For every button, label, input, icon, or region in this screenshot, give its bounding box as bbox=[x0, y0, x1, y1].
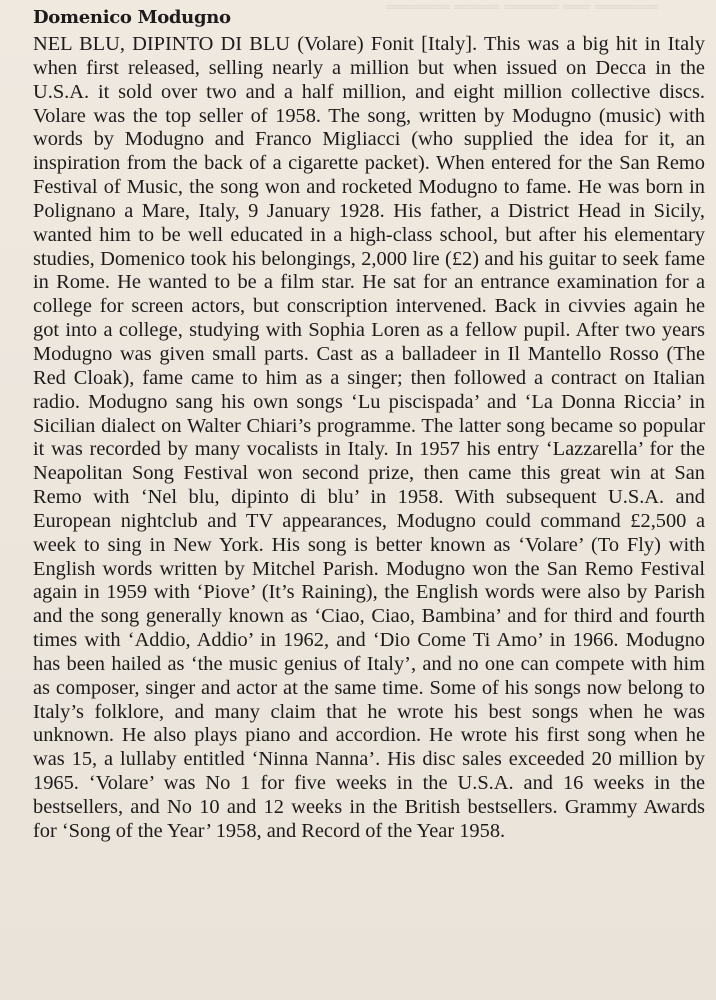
song-title: NEL BLU, DIPINTO DI BLU (Volare) bbox=[33, 33, 364, 55]
film-title: Il Mantello Rosso bbox=[507, 342, 659, 365]
entry-body bbox=[33, 33, 705, 844]
record-label: Fonit bbox=[370, 33, 414, 55]
discography-entry bbox=[33, 6, 705, 844]
show-through-texture: ═══════ ═════ ══════ ═══ ═══════ bbox=[386, 0, 658, 16]
artist-heading: Domenico Modugno bbox=[33, 7, 231, 28]
country-tag: [Italy] bbox=[421, 33, 473, 55]
body-text-part-2: (The Red Cloak), fame came to him as a singer; then followed a contract on Italian radio. Modugno sang his own songs ‘Lu piscispada’ and ‘La Donna Riccia’ in Sicilian dialect on Walter Chiari’s programme. The latter song became so popular it was recorded by many vocalists in Italy. In 1957 his entry ‘Lazzarella’ for the Neapolitan Song Festival won second prize, then came this great win at San Remo with ‘Nel blu, dipinto di blu’ in 1958. With subsequent U.S.A. and European nightclub and TV appearances, Modugno could command £2,500 a week to sing in New York. His song is better known as ‘Volare’ (To Fly) with English words written by Mitchel Parish. Modugno won the San Remo Festival again in 1959 with ‘Piove’ (It’s Raining), the English words were also by Parish and the song generally known as ‘Ciao, Ciao, Bambina’ and for third and fourth times with ‘Addio, Addio’ in 1962, and ‘Dio Come Ti Amo’ in 1966. Modugno has been hailed as ‘the music genius of Italy’, and no one can compete with him as composer, singer and actor at the same time. Some of his songs now belong to Italy’s folklore, and many claim that he wrote his best songs when he was unknown. He also plays piano and accordion. He wrote his first song when he was 15, a lullaby entitled ‘Ninna Nanna’. His disc sales exceeded 20 million by 1965. ‘Volare’ was No 1 for five weeks in the U.S.A. and 16 weeks in the bestsellers, and No 10 and 12 weeks in the British bestsellers. Grammy Awards for ‘Song of the Year’ 1958, and Record of the Year 1958. bbox=[33, 342, 706, 842]
body-text-part-1: . This was a big hit in Italy when first released, selling nearly a million but when issued on Decca in the U.S.A. it sold over two and a half million, and eight million collective discs. Volare was the top seller of 1958. The song, written by Modugno (music) with words by Modugno and Franco Migliacci (who supplied the idea for it, an inspiration from the back of a cigarette packet). When entered for the San Remo Festival of Music, the song won and rocketed Modugno to fame. He was born in Polignano a Mare, Italy, 9 January 1928. His father, a District Head in Sicily, wanted him to be well educated in a high-class school, but after his elementary studies, Domenico took his belongings, 2,000 lire (£2) and his guitar to seek fame in Rome. He wanted to be a film star. He sat for an entrance examination for a college for screen actors, but conscription intervened. Back in civvies again he got into a college, studying with Sophia Loren as a fellow pupil. After two years Modugno was given small parts. Cast as a balladeer in bbox=[33, 33, 705, 365]
